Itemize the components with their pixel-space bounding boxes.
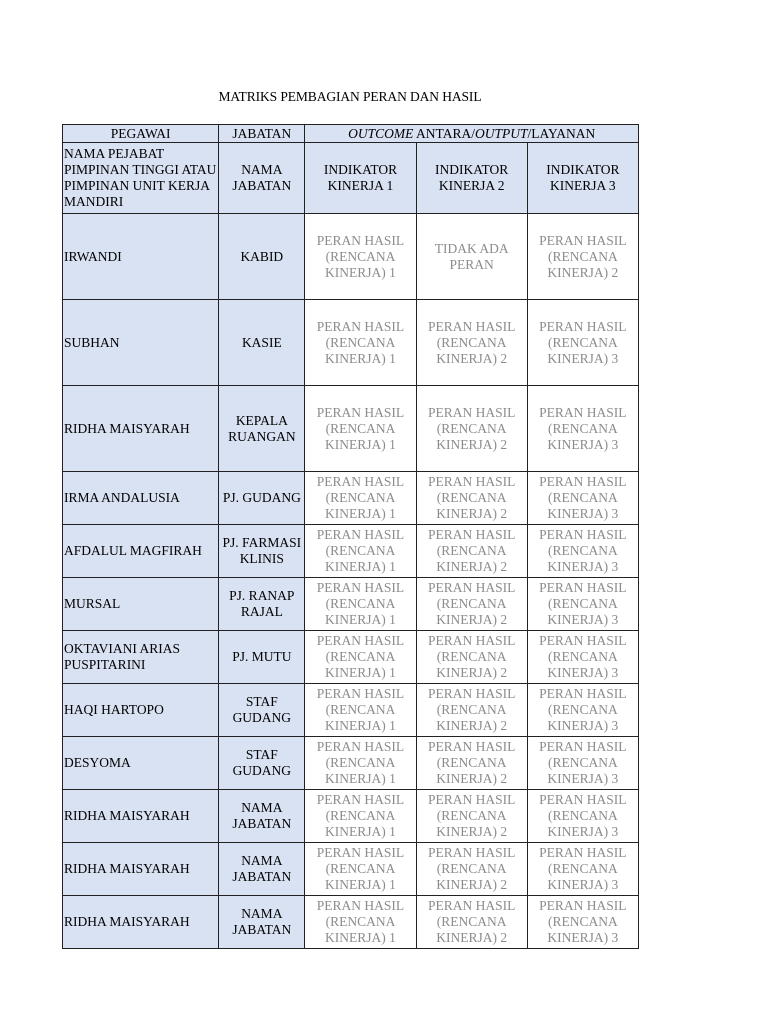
indikator-1-cell: PERAN HASIL (RENCANA KINERJA) 1 (305, 386, 416, 472)
indikator-3-cell: PERAN HASIL (RENCANA KINERJA) 3 (527, 386, 638, 472)
pegawai-cell: OKTAVIANI ARIAS PUSPITARINI (63, 631, 219, 684)
pegawai-cell: AFDALUL MAGFIRAH (63, 525, 219, 578)
indikator-3-cell: PERAN HASIL (RENCANA KINERJA) 3 (527, 737, 638, 790)
header-outcome-italic: OUTCOME (348, 125, 414, 141)
table-row (63, 300, 639, 386)
table-row (63, 525, 639, 578)
indikator-3-cell: PERAN HASIL (RENCANA KINERJA) 3 (527, 896, 638, 949)
pegawai-cell: HAQI HARTOPO (63, 684, 219, 737)
indikator-1-cell: PERAN HASIL (RENCANA KINERJA) 1 (305, 790, 416, 843)
pegawai-cell: RIDHA MAISYARAH (63, 896, 219, 949)
header-jabatan: JABATAN (219, 125, 305, 143)
matrix-body (63, 125, 639, 949)
jabatan-cell: PJ. FARMASI KLINIS (219, 525, 305, 578)
table-row (63, 737, 639, 790)
indikator-1-cell: PERAN HASIL (RENCANA KINERJA) 1 (305, 631, 416, 684)
jabatan-cell: NAMA JABATAN (219, 843, 305, 896)
indikator-1-cell: PERAN HASIL (RENCANA KINERJA) 1 (305, 214, 416, 300)
jabatan-cell: STAF GUDANG (219, 684, 305, 737)
header-outcome (305, 125, 639, 143)
table-row (63, 684, 639, 737)
indikator-2-cell: PERAN HASIL (RENCANA KINERJA) 2 (416, 896, 527, 949)
indikator-1-cell: PERAN HASIL (RENCANA KINERJA) 1 (305, 684, 416, 737)
indikator-1-cell: PERAN HASIL (RENCANA KINERJA) 1 (305, 896, 416, 949)
indikator-2-cell: PERAN HASIL (RENCANA KINERJA) 2 (416, 525, 527, 578)
indikator-2-cell: PERAN HASIL (RENCANA KINERJA) 2 (416, 790, 527, 843)
indikator-2-cell: PERAN HASIL (RENCANA KINERJA) 2 (416, 386, 527, 472)
indikator-1-cell: PERAN HASIL (RENCANA KINERJA) 1 (305, 843, 416, 896)
subheader-indikator-3: INDIKATOR KINERJA 3 (527, 143, 638, 214)
indikator-3-cell: PERAN HASIL (RENCANA KINERJA) 3 (527, 300, 638, 386)
indikator-3-cell: PERAN HASIL (RENCANA KINERJA) 3 (527, 790, 638, 843)
table-row (63, 790, 639, 843)
header-pegawai: PEGAWAI (63, 125, 219, 143)
indikator-2-cell: PERAN HASIL (RENCANA KINERJA) 2 (416, 843, 527, 896)
jabatan-cell: PJ. RANAP RAJAL (219, 578, 305, 631)
indikator-2-cell: PERAN HASIL (RENCANA KINERJA) 2 (416, 300, 527, 386)
indikator-1-cell: PERAN HASIL (RENCANA KINERJA) 1 (305, 472, 416, 525)
subheader-indikator-1: INDIKATOR KINERJA 1 (305, 143, 416, 214)
jabatan-cell: PJ. GUDANG (219, 472, 305, 525)
jabatan-cell: KEPALA RUANGAN (219, 386, 305, 472)
pegawai-cell: IRMA ANDALUSIA (63, 472, 219, 525)
header-output-italic: OUTPUT (474, 125, 528, 141)
indikator-3-cell: PERAN HASIL (RENCANA KINERJA) 3 (527, 525, 638, 578)
pegawai-cell: RIDHA MAISYARAH (63, 386, 219, 472)
role-matrix-table (62, 124, 639, 949)
subheader-nama-jabatan: NAMA JABATAN (219, 143, 305, 214)
indikator-3-cell: PERAN HASIL (RENCANA KINERJA) 3 (527, 843, 638, 896)
indikator-2-cell: PERAN HASIL (RENCANA KINERJA) 2 (416, 631, 527, 684)
pegawai-cell: IRWANDI (63, 214, 219, 300)
subheader-nama-pejabat: NAMA PEJABAT PIMPINAN TINGGI ATAU PIMPINAN UNIT KERJA MANDIRI (63, 143, 219, 214)
header-outcome-mid: ANTARA/ (413, 125, 475, 141)
jabatan-cell: NAMA JABATAN (219, 896, 305, 949)
jabatan-cell: KABID (219, 214, 305, 300)
subheader-row (63, 143, 639, 214)
jabatan-cell: STAF GUDANG (219, 737, 305, 790)
jabatan-cell: PJ. MUTU (219, 631, 305, 684)
header-outcome-end: /LAYANAN (527, 125, 596, 141)
table-row (63, 578, 639, 631)
indikator-3-cell: PERAN HASIL (RENCANA KINERJA) 2 (527, 214, 638, 300)
indikator-1-cell: PERAN HASIL (RENCANA KINERJA) 1 (305, 300, 416, 386)
table-row (63, 843, 639, 896)
table-row (63, 214, 639, 300)
pegawai-cell: RIDHA MAISYARAH (63, 790, 219, 843)
indikator-2-cell: PERAN HASIL (RENCANA KINERJA) 2 (416, 737, 527, 790)
jabatan-cell: NAMA JABATAN (219, 790, 305, 843)
indikator-2-cell: PERAN HASIL (RENCANA KINERJA) 2 (416, 578, 527, 631)
indikator-1-cell: PERAN HASIL (RENCANA KINERJA) 1 (305, 737, 416, 790)
indikator-2-cell: TIDAK ADA PERAN (416, 214, 527, 300)
header-row (63, 125, 639, 143)
indikator-3-cell: PERAN HASIL (RENCANA KINERJA) 3 (527, 684, 638, 737)
table-row (63, 472, 639, 525)
indikator-2-cell: PERAN HASIL (RENCANA KINERJA) 2 (416, 684, 527, 737)
pegawai-cell: SUBHAN (63, 300, 219, 386)
indikator-3-cell: PERAN HASIL (RENCANA KINERJA) 3 (527, 578, 638, 631)
pegawai-cell: RIDHA MAISYARAH (63, 843, 219, 896)
indikator-1-cell: PERAN HASIL (RENCANA KINERJA) 1 (305, 525, 416, 578)
indikator-3-cell: PERAN HASIL (RENCANA KINERJA) 3 (527, 472, 638, 525)
indikator-3-cell: PERAN HASIL (RENCANA KINERJA) 3 (527, 631, 638, 684)
indikator-1-cell: PERAN HASIL (RENCANA KINERJA) 1 (305, 578, 416, 631)
table-row (63, 386, 639, 472)
indikator-2-cell: PERAN HASIL (RENCANA KINERJA) 2 (416, 472, 527, 525)
jabatan-cell: KASIE (219, 300, 305, 386)
pegawai-cell: DESYOMA (63, 737, 219, 790)
subheader-indikator-2: INDIKATOR KINERJA 2 (416, 143, 527, 214)
document-title: MATRIKS PEMBAGIAN PERAN DAN HASIL (218, 89, 482, 104)
table-row (63, 896, 639, 949)
pegawai-cell: MURSAL (63, 578, 219, 631)
table-row (63, 631, 639, 684)
